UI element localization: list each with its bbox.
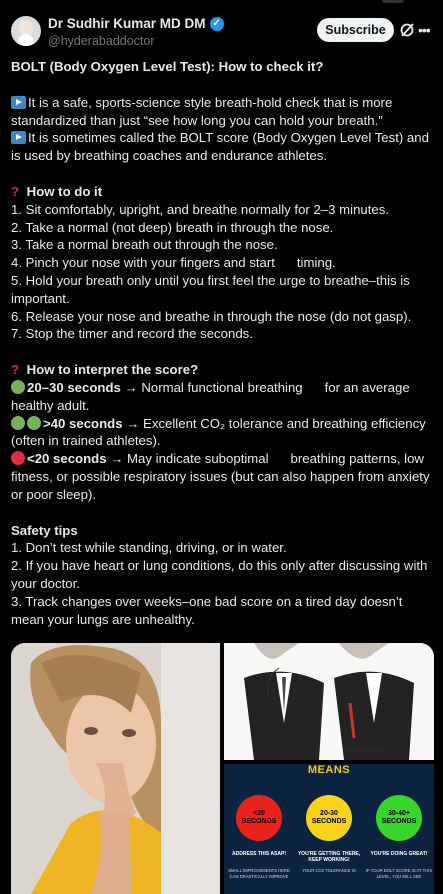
woman-pinching-nose-photo[interactable]: [11, 643, 220, 894]
red-circle-icon: [11, 451, 25, 465]
column-text-high: IF YOUR BOLT SCORE IS AT THIS LEVEL, YOU WILL SEE: [365, 868, 433, 879]
column-title-mid: YOU'RE GETTING THERE, KEEP WORKING!: [297, 851, 361, 863]
column-title-low: ADDRESS THIS ASAP!: [232, 851, 286, 857]
verified-badge-icon: ✓: [210, 17, 224, 31]
safety-tip-2: 2. If you have heart or lung conditions, do this only after discussing with your doctor.: [11, 558, 428, 591]
question-mark-icon: ?: [11, 362, 20, 378]
score-normal: 20–30 seconds → Normal functional breathing for an average healthy adult.: [11, 379, 414, 413]
step-4: 4. Pinch your nose with your fingers and start timing.: [11, 255, 336, 271]
play-button-emoji-icon: [11, 96, 26, 109]
safety-heading: Safety tips: [11, 522, 78, 538]
score-excellent: >40 seconds → Excellent CO₂ tolerance and breathing efficiency (often in trained athletes).: [11, 415, 426, 449]
avatar[interactable]: [11, 16, 41, 46]
under-20-circle: <20 SECONDS: [236, 795, 282, 841]
interpret-heading: ? How to interpret the score?: [11, 362, 199, 378]
safety-tip-3: 3. Track changes over weeks–one bad score on a tired day doesn’t mean your lungs are unhealthy.: [11, 593, 403, 627]
infographic-heading: MEANS: [307, 764, 351, 776]
how-to-heading: ? How to do it: [11, 183, 103, 199]
30-40-circle: 30-40+ SECONDS: [376, 795, 422, 841]
question-mark-icon: ?: [11, 183, 20, 199]
step-3: 3. Take a normal breath out through the nose.: [11, 237, 278, 253]
breathing-illustration[interactable]: [224, 643, 434, 760]
display-name[interactable]: Dr Sudhir Kumar MD DM: [48, 16, 206, 31]
post-title: BOLT (Body Oxygen Level Test): How to check it?: [11, 59, 324, 74]
intro-paragraph-2: It is sometimes called the BOLT score (Body Oxygen Level Test) and is used by breathing coaches and endurance athletes.: [11, 130, 429, 164]
grok-icon[interactable]: [399, 22, 415, 38]
step-7: 7. Stop the timer and record the seconds.: [11, 326, 253, 342]
column-text-low: SMALL IMPROVEMENTS HERE CAN DRASTICALLY IMPROVE: [228, 868, 290, 879]
score-low: <20 seconds → May indicate suboptimal breathing patterns, low fitness, or possible respiratory issues (but can also happen from anxiety or poor sleep).: [11, 451, 434, 502]
play-button-emoji-icon: [11, 131, 26, 144]
green-circle-icon: [27, 416, 41, 430]
post-header: [0, 0, 443, 60]
column-text-mid: YOUR CO2 TOLERANCE IS: [302, 868, 356, 873]
step-1: 1. Sit comfortably, upright, and breathe normally for 2–3 minutes.: [11, 201, 389, 217]
post-body: [11, 58, 433, 628]
safety-tip-1: 1. Don’t test while standing, driving, or in water.: [11, 540, 287, 556]
step-6: 6. Release your nose and breathe in through the nose (do not gasp).: [11, 308, 412, 324]
intro-paragraph-1: It is a safe, sports-science style breath-hold check that is more standardized than just “see how long you can hold your breath.”: [11, 94, 393, 128]
column-title-high: YOU'RE DOING GREAT!: [370, 851, 428, 857]
author-row: [48, 16, 224, 31]
green-circle-icon: [11, 416, 25, 430]
media-grid: [11, 643, 434, 894]
illustration-caption: Normal breathing: [344, 748, 387, 754]
more-options-icon[interactable]: •••: [418, 22, 430, 38]
step-2: 2. Take a normal (not deep) breath in through the nose.: [11, 219, 334, 235]
step-5: 5. Hold your breath only until you first feel the urge to breathe–this is important.: [11, 272, 410, 306]
20-30-circle: 20-30 SECONDS: [306, 795, 352, 841]
bolt-score-infographic[interactable]: [224, 764, 434, 894]
green-circle-icon: [11, 380, 25, 394]
user-handle[interactable]: @hyderabaddoctor: [48, 34, 155, 48]
subscribe-button[interactable]: Subscribe: [317, 18, 394, 42]
